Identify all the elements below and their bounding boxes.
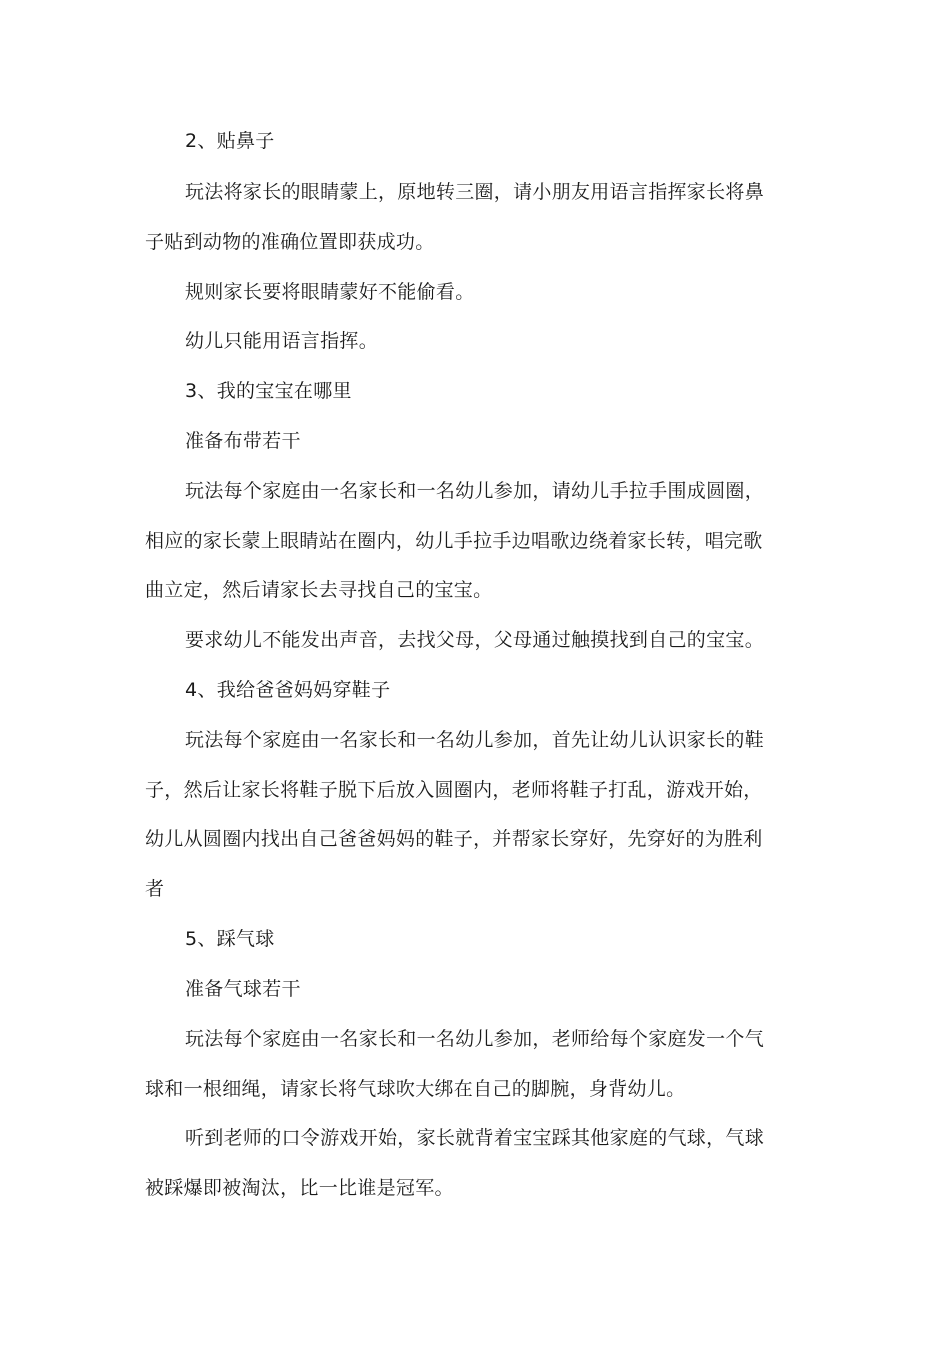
paragraph-line: 子，然后让家长将鞋子脱下后放入圆圈内，老师将鞋子打乱，游戏开始， (145, 779, 763, 801)
paragraph-line: 玩法将家长的眼睛蒙上，原地转三圈，请小朋友用语言指挥家长将鼻 (185, 181, 765, 203)
paragraph-line: 准备布带若干 (185, 430, 301, 452)
paragraph-line: 曲立定，然后请家长去寻找自己的宝宝。 (145, 579, 493, 601)
section-heading-tie-bizi: 2、贴鼻子 (185, 130, 275, 152)
paragraph-line: 玩法每个家庭由一名家长和一名幼儿参加，老师给每个家庭发一个气 (185, 1028, 765, 1050)
paragraph-line: 者 (145, 878, 165, 900)
paragraph-line: 玩法每个家庭由一名家长和一名幼儿参加，首先让幼儿认识家长的鞋 (185, 729, 765, 751)
paragraph-line: 准备气球若干 (185, 978, 301, 1000)
section-heading-qiqiu: 5、踩气球 (185, 928, 275, 950)
section-heading-xiezi: 4、我给爸爸妈妈穿鞋子 (185, 679, 391, 701)
section-heading-baobao: 3、我的宝宝在哪里 (185, 380, 352, 402)
paragraph-line: 幼儿只能用语言指挥。 (185, 330, 379, 352)
paragraph-line: 子贴到动物的准确位置即获成功。 (145, 231, 435, 253)
paragraph-line: 球和一根细绳，请家长将气球吹大绑在自己的脚腕，身背幼儿。 (145, 1078, 686, 1100)
paragraph-line: 要求幼儿不能发出声音，去找父母，父母通过触摸找到自己的宝宝。 (185, 629, 765, 651)
paragraph-line: 相应的家长蒙上眼睛站在圈内，幼儿手拉手边唱歌边绕着家长转，唱完歌 (145, 530, 763, 552)
paragraph-line: 听到老师的口令游戏开始，家长就背着宝宝踩其他家庭的气球，气球 (185, 1127, 765, 1149)
paragraph-line: 规则家长要将眼睛蒙好不能偷看。 (185, 281, 475, 303)
paragraph-line: 幼儿从圆圈内找出自己爸爸妈妈的鞋子，并帮家长穿好，先穿好的为胜利 (145, 828, 763, 850)
paragraph-line: 被踩爆即被淘汰，比一比谁是冠军。 (145, 1177, 454, 1199)
paragraph-line: 玩法每个家庭由一名家长和一名幼儿参加，请幼儿手拉手围成圆圈， (185, 480, 765, 502)
